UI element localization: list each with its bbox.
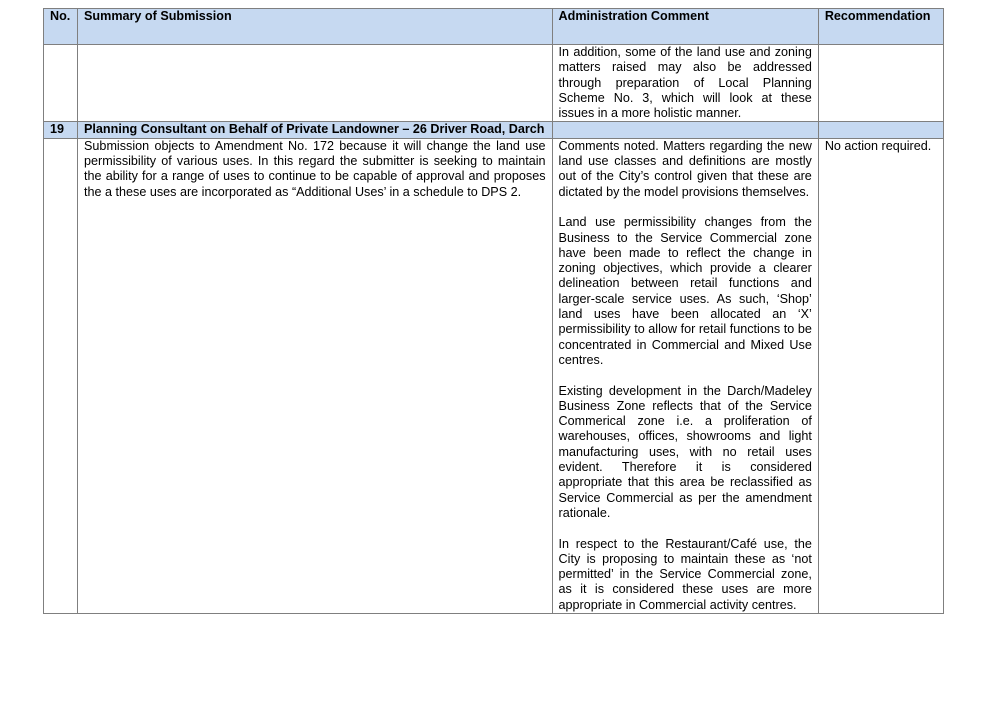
header-admin-comment: Administration Comment bbox=[552, 9, 818, 45]
header-summary: Summary of Submission bbox=[78, 9, 553, 45]
admin-paragraph: Comments noted. Matters regarding the new land use classes and definitions are mostly out of the City’s control given that these are dictated by the model provisions themselves. bbox=[558, 138, 812, 199]
submissions-table bbox=[43, 8, 944, 614]
table-row bbox=[44, 45, 944, 122]
cell-no-empty bbox=[44, 45, 78, 122]
table-row bbox=[44, 138, 944, 613]
submission-heading-row bbox=[44, 122, 944, 138]
submission-number: 19 bbox=[44, 122, 78, 138]
submission-recommendation: No action required. bbox=[818, 138, 943, 613]
submission-summary: Submission objects to Amendment No. 172 because it will change the land use permissibility of various uses. In this regard the submitter is seeking to maintain the ability for a range of uses to continue to be capable of approval and proposes the a these uses are incorporated as “Additional Uses’ in a schedule to DPS 2. bbox=[78, 138, 553, 613]
cell-band-empty bbox=[552, 122, 818, 138]
header-no: No. bbox=[44, 9, 78, 45]
cell-band-empty bbox=[818, 122, 943, 138]
admin-paragraph: Existing development in the Darch/Madeley Business Zone reflects that of the Service Commerical zone i.e. a proliferation of warehouses, offices, showrooms and light manufacturing uses, with no retail uses evident. Therefore it is considered appropriate that this area be reclassified as Service Commercial as per the amendment rationale. bbox=[558, 383, 812, 520]
header-recommendation: Recommendation bbox=[818, 9, 943, 45]
admin-paragraph: In respect to the Restaurant/Café use, the City is proposing to maintain these as ‘not permitted’ in the Service Commercial zone, as it is considered these uses are more appropriate in Commercial activity centres. bbox=[558, 536, 812, 612]
cell-summary-empty bbox=[78, 45, 553, 122]
admin-paragraph: Land use permissibility changes from the Business to the Service Commercial zone have been made to reflect the change in zoning objectives, which provide a clearer delineation between retail functions and larger-scale service uses. As such, ‘Shop’ land uses have been allocated an ‘X’ permissibility to allow for retail functions to be concentrated in Commercial and Mixed Use centres. bbox=[558, 215, 812, 367]
submission-admin-comment bbox=[552, 138, 818, 613]
cell-admin-comment: In addition, some of the land use and zoning matters raised may also be addressed through preparation of Local Planning Scheme No. 3, which will look at these issues in a more holistic manner. bbox=[552, 45, 818, 122]
cell-recommendation-empty bbox=[818, 45, 943, 122]
submission-title: Planning Consultant on Behalf of Private Landowner – 26 Driver Road, Darch bbox=[78, 122, 553, 138]
cell-no-empty bbox=[44, 138, 78, 613]
table-header-row bbox=[44, 9, 944, 45]
